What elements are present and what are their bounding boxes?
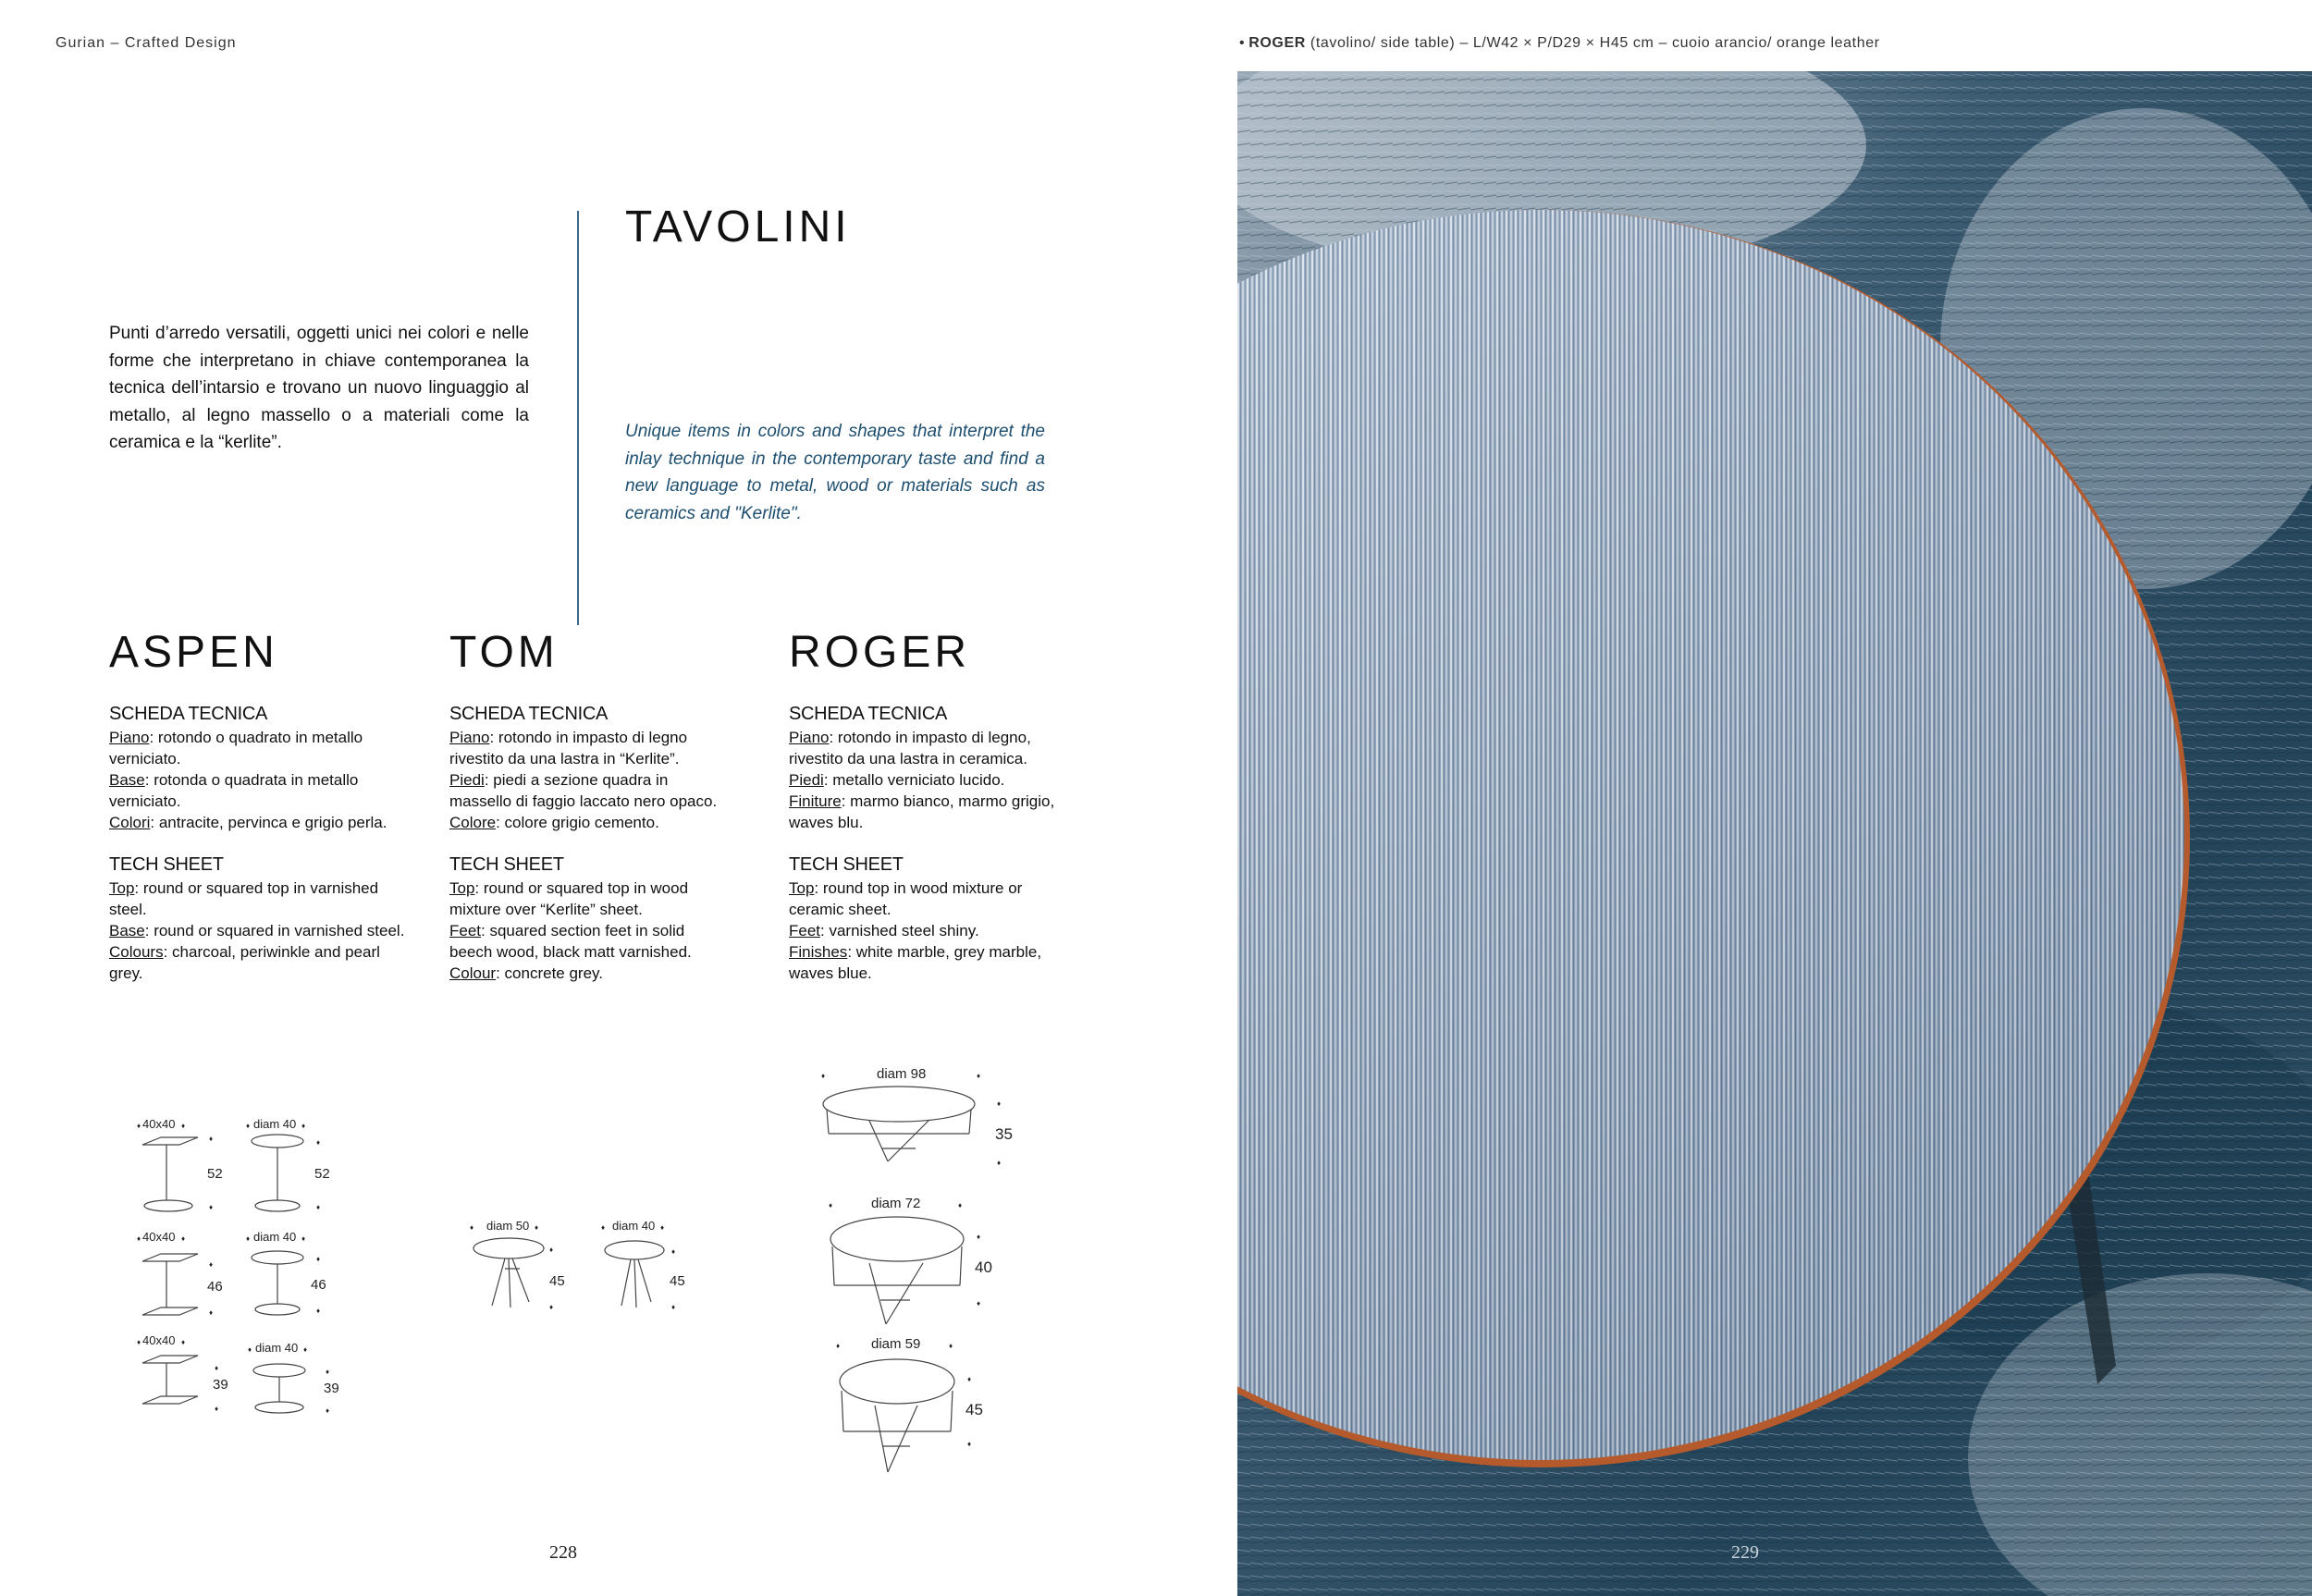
scheda-tecnica-heading: SCHEDA TECNICA: [109, 704, 268, 724]
dim-label: diam 40: [255, 1341, 299, 1355]
dim-label: diam 40: [612, 1219, 656, 1233]
svg-text:♦: ♦: [967, 1440, 972, 1448]
dim-height: 52: [207, 1166, 223, 1182]
dim-height: 39: [213, 1377, 228, 1393]
caption-details: (tavolino/ side table) – L/W42 × P/D29 × H45 cm – cuoio arancio/ orange leather: [1310, 35, 1880, 51]
svg-text:♦: ♦: [316, 1255, 321, 1263]
spec-key: Colore: [449, 814, 497, 831]
roger-dimension-drawings: [814, 1058, 1027, 1483]
spec-key: Colour: [449, 964, 497, 982]
svg-text:♦: ♦: [549, 1246, 554, 1254]
roger-98-drawing: [821, 1066, 1013, 1167]
aspen-round-39-drawing: [248, 1341, 339, 1415]
page-title: TAVOLINI: [625, 203, 851, 252]
scheda-tecnica-heading: SCHEDA TECNICA: [789, 704, 948, 724]
svg-text:♦: ♦: [215, 1405, 219, 1413]
spec-text: : rotonda o quadrata in metallo verniciato.: [109, 771, 359, 810]
svg-text:♦: ♦: [997, 1099, 1002, 1108]
page-number-right: 229: [1731, 1542, 1759, 1563]
svg-text:♦: ♦: [958, 1201, 963, 1209]
spec-text: : rotondo in impasto di legno, rivestito da una lastra in ceramica.: [789, 729, 1031, 767]
spec-text: : round or squared top in varnished steel.: [109, 879, 379, 918]
svg-text:♦: ♦: [137, 1338, 141, 1346]
svg-text:♦: ♦: [209, 1135, 214, 1143]
spec-text: : rotondo in impasto di legno rivestito da una lastra in “Kerlite”.: [449, 729, 688, 767]
aspen-square-52-drawing: [137, 1117, 223, 1211]
dim-height: 45: [965, 1401, 983, 1418]
dim-height: 35: [995, 1125, 1013, 1143]
spec-italian: [449, 727, 727, 833]
svg-text:♦: ♦: [967, 1375, 972, 1383]
product-name: ROGER: [789, 628, 971, 677]
svg-text:♦: ♦: [660, 1223, 665, 1232]
dim-label: diam 40: [253, 1230, 297, 1244]
spec-text: : concrete grey.: [496, 964, 603, 982]
svg-text:♦: ♦: [549, 1303, 554, 1311]
tom-40-drawing: [601, 1219, 685, 1311]
roger-59-drawing: [836, 1336, 983, 1472]
svg-text:♦: ♦: [326, 1406, 330, 1415]
svg-text:♦: ♦: [209, 1203, 214, 1211]
spec-text: : varnished steel shiny.: [820, 922, 979, 939]
spec-key: Piano: [449, 729, 490, 746]
svg-text:♦: ♦: [248, 1345, 252, 1354]
dim-height: 40: [975, 1258, 992, 1276]
spec-key: Finishes: [789, 943, 848, 961]
product-name: ASPEN: [109, 628, 278, 677]
aspen-square-39-drawing: [137, 1333, 228, 1413]
running-header-left: Gurian – Crafted Design: [55, 35, 237, 51]
accent-divider: [577, 211, 579, 625]
spec-key: Piedi: [449, 771, 485, 789]
svg-text:♦: ♦: [209, 1308, 214, 1317]
aspen-square-46-drawing: [137, 1230, 223, 1317]
spec-italian: [789, 727, 1057, 833]
spec-key: Top: [109, 879, 135, 897]
svg-text:♦: ♦: [601, 1223, 606, 1232]
spec-text: : white marble, grey marble, waves blue.: [789, 943, 1042, 982]
spec-key: Colori: [109, 814, 151, 831]
tom-dimension-drawings: [464, 1213, 705, 1324]
svg-text:♦: ♦: [671, 1247, 676, 1256]
dim-label: 40x40: [142, 1230, 176, 1244]
svg-text:♦: ♦: [215, 1364, 219, 1372]
tech-sheet-heading: TECH SHEET: [789, 854, 904, 875]
spec-key: Base: [109, 922, 145, 939]
svg-text:♦: ♦: [301, 1234, 306, 1243]
svg-text:♦: ♦: [137, 1234, 141, 1243]
svg-text:♦: ♦: [303, 1345, 308, 1354]
dim-label: diam 72: [871, 1196, 921, 1211]
svg-text:♦: ♦: [316, 1203, 321, 1211]
svg-text:♦: ♦: [470, 1223, 474, 1232]
aspen-dimension-drawings: [129, 1110, 351, 1424]
svg-text:♦: ♦: [977, 1233, 981, 1241]
spec-text: : piedi a sezione quadra in massello di faggio laccato nero opaco.: [449, 771, 718, 810]
spec-text: : round or squared in varnished steel.: [144, 922, 405, 939]
spec-key: Feet: [789, 922, 821, 939]
aspen-round-46-drawing: [246, 1230, 326, 1315]
svg-text:♦: ♦: [316, 1307, 321, 1315]
spec-text: : colore grigio cemento.: [496, 814, 659, 831]
roger-72-drawing: [829, 1196, 992, 1324]
spec-key: Finiture: [789, 792, 842, 810]
svg-text:♦: ♦: [836, 1342, 841, 1350]
aspen-round-52-drawing: [246, 1117, 330, 1211]
spec-english: [109, 878, 405, 984]
product-tom: [449, 627, 727, 984]
scheda-tecnica-heading: SCHEDA TECNICA: [449, 704, 609, 724]
dim-label: diam 50: [486, 1219, 530, 1233]
spec-text: : round top in wood mixture or ceramic sheet.: [789, 879, 1023, 918]
caption-bullet: •: [1239, 35, 1246, 51]
spec-english: [789, 878, 1057, 984]
tech-sheet-heading: TECH SHEET: [449, 854, 564, 875]
svg-text:♦: ♦: [246, 1234, 251, 1243]
svg-text:♦: ♦: [535, 1223, 539, 1232]
svg-text:♦: ♦: [977, 1299, 981, 1307]
spec-key: Top: [449, 879, 475, 897]
spec-text: : marmo bianco, marmo grigio, waves blu.: [789, 792, 1055, 831]
caption-product-name: ROGER: [1248, 35, 1306, 51]
svg-text:♦: ♦: [316, 1138, 321, 1147]
product-aspen: [109, 627, 405, 984]
product-roger: [789, 627, 1057, 984]
svg-text:♦: ♦: [181, 1234, 186, 1243]
spec-key: Colours: [109, 943, 164, 961]
spec-text: : metallo verniciato lucido.: [823, 771, 1005, 789]
dim-label: 40x40: [142, 1333, 176, 1347]
dim-height: 46: [311, 1277, 326, 1293]
dim-height: 52: [314, 1166, 330, 1182]
dim-height: 45: [670, 1273, 685, 1289]
svg-text:♦: ♦: [671, 1303, 676, 1311]
svg-text:♦: ♦: [137, 1122, 141, 1130]
dim-label: diam 98: [877, 1066, 927, 1082]
svg-text:♦: ♦: [181, 1122, 186, 1130]
svg-text:♦: ♦: [301, 1122, 306, 1130]
spec-key: Base: [109, 771, 145, 789]
intro-italian: Punti d’arredo versatili, oggetti unici nei colori e nelle forme che interpretano in chiave contemporanea la tecnica dell’intarsio e trovano un nuovo linguaggio al metallo, al legno massello o a materiali come la ceramica e la “kerlite”.: [109, 324, 529, 452]
spec-key: Piedi: [789, 771, 824, 789]
spec-text: : charcoal, periwinkle and pearl grey.: [109, 943, 380, 982]
spec-english: [449, 878, 727, 984]
dim-label: diam 59: [871, 1336, 921, 1352]
svg-text:♦: ♦: [246, 1122, 251, 1130]
spec-key: Feet: [449, 922, 482, 939]
svg-text:♦: ♦: [997, 1159, 1002, 1167]
spec-text: : antracite, pervinca e grigio perla.: [150, 814, 387, 831]
product-name: TOM: [449, 628, 559, 677]
dim-height: 46: [207, 1279, 223, 1295]
spec-text: : squared section feet in solid beech wood, black matt varnished.: [449, 922, 692, 961]
spec-text: : rotondo o quadrato in metallo verniciato.: [109, 729, 363, 767]
svg-text:♦: ♦: [209, 1260, 214, 1269]
spec-key: Top: [789, 879, 815, 897]
svg-text:♦: ♦: [977, 1072, 981, 1080]
photo-caption: [1239, 35, 1880, 52]
spec-text: : round or squared top in wood mixture over “Kerlite” sheet.: [449, 879, 689, 918]
spec-italian: [109, 727, 405, 833]
dim-height: 39: [324, 1381, 339, 1396]
tech-sheet-heading: TECH SHEET: [109, 854, 224, 875]
dim-height: 45: [549, 1273, 565, 1289]
roger-table-photo: [1237, 71, 2312, 1596]
dim-label: diam 40: [253, 1117, 297, 1131]
spec-key: Piano: [109, 729, 150, 746]
page-number-left: 228: [549, 1542, 577, 1563]
tom-50-drawing: [470, 1219, 565, 1311]
dim-label: 40x40: [142, 1117, 176, 1131]
svg-text:♦: ♦: [949, 1342, 953, 1350]
svg-text:♦: ♦: [829, 1201, 833, 1209]
svg-text:♦: ♦: [326, 1368, 330, 1376]
svg-text:♦: ♦: [181, 1338, 186, 1346]
svg-text:♦: ♦: [821, 1072, 826, 1080]
intro-english: Unique items in colors and shapes that interpret the inlay technique in the contemporary taste and find a new language to metal, wood or materials such as ceramics and "Kerlite".: [625, 422, 1045, 523]
spec-key: Piano: [789, 729, 830, 746]
